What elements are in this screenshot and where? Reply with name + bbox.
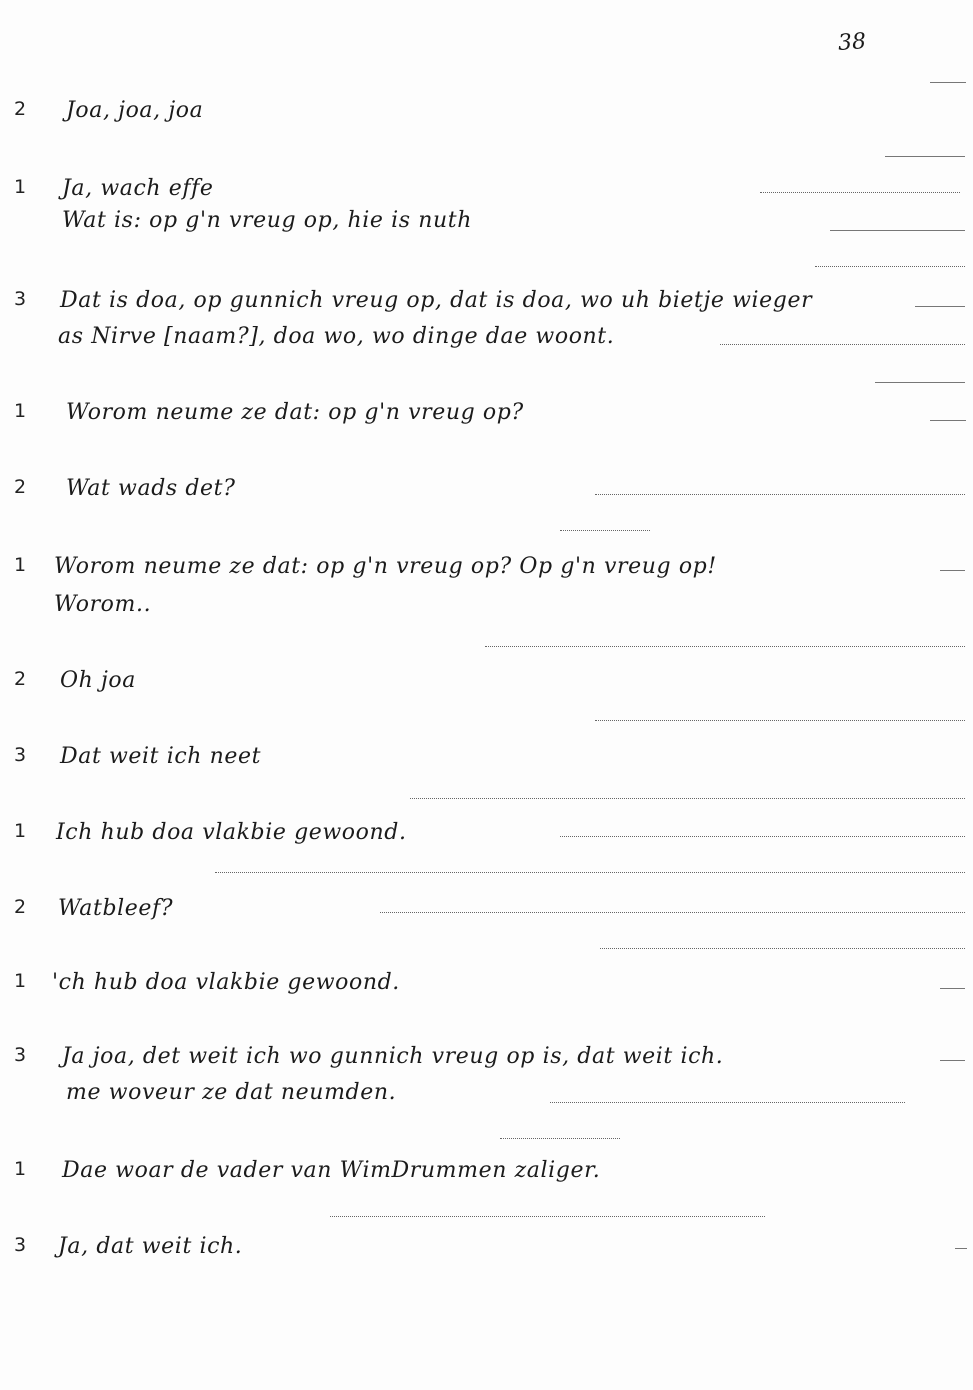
speaker-number: 1 [14,1158,27,1180]
margin-rule [550,1102,905,1103]
margin-rule [595,494,965,495]
margin-rule [915,306,965,307]
speaker-number: 3 [14,1044,27,1066]
utterance-line: Dae woar de vader van WimDrummen zaliger. [62,1158,601,1183]
speaker-number: 1 [14,970,27,992]
margin-rule [875,382,965,383]
margin-rule [600,948,965,949]
speaker-number: 2 [14,668,27,690]
utterance-line: Worom neume ze dat: op g'n vreug op? [66,400,524,425]
utterance-line: me woveur ze dat neumden. [66,1080,397,1105]
speaker-number: 2 [14,896,27,918]
margin-rule [940,570,965,571]
utterance-line: Wat is: op g'n vreug op, hie is nuth [62,208,473,233]
speaker-number: 3 [14,288,27,310]
margin-rule [485,646,965,647]
utterance-line: Joa, joa, joa [66,98,204,123]
speaker-number: 3 [14,1234,27,1256]
margin-rule [830,230,965,231]
margin-rule [885,156,965,157]
utterance-line: Ja, wach effe [62,176,214,201]
margin-rule [500,1138,620,1139]
margin-rule [410,798,965,799]
utterance-line: Ja joa, det weit ich wo gunnich vreug op is, dat weit ich. [62,1044,724,1069]
speaker-number: 1 [14,400,27,422]
margin-rule [955,1248,967,1249]
utterance-line: Dat weit ich neet [60,744,262,769]
utterance-line: Dat is doa, op gunnich vreug op, dat is doa, wo uh bietje wieger [60,288,813,313]
speaker-number: 1 [14,176,27,198]
margin-rule [940,988,965,989]
speaker-number: 1 [14,554,27,576]
speaker-number: 1 [14,820,27,842]
utterance-line: Worom.. [54,592,152,617]
margin-rule [380,912,965,913]
margin-rule [815,266,965,267]
margin-rule [930,82,966,83]
speaker-number: 2 [14,476,27,498]
margin-rule [720,344,965,345]
margin-rule [560,836,965,837]
speaker-number: 2 [14,98,27,120]
margin-rule [330,1216,765,1217]
margin-rule [560,530,650,531]
utterance-line: Worom neume ze dat: op g'n vreug op? Op g'n vreug op! [54,554,717,579]
utterance-line: 'ch hub doa vlakbie gewoond. [52,970,400,995]
margin-rule [760,192,960,193]
utterance-line: as Nirve [naam?], doa wo, wo dinge dae woont. [58,324,615,349]
utterance-line: Watbleef? [58,896,174,921]
page-number: 38 [837,29,867,56]
utterance-line: Ich hub doa vlakbie gewoond. [56,820,407,845]
margin-rule [215,872,965,873]
utterance-line: Ja, dat weit ich. [58,1234,243,1259]
margin-rule [940,1060,965,1061]
utterance-line: Oh joa [60,668,136,693]
speaker-number: 3 [14,744,27,766]
margin-rule [595,720,965,721]
margin-rule [930,420,966,421]
utterance-line: Wat wads det? [66,476,236,501]
